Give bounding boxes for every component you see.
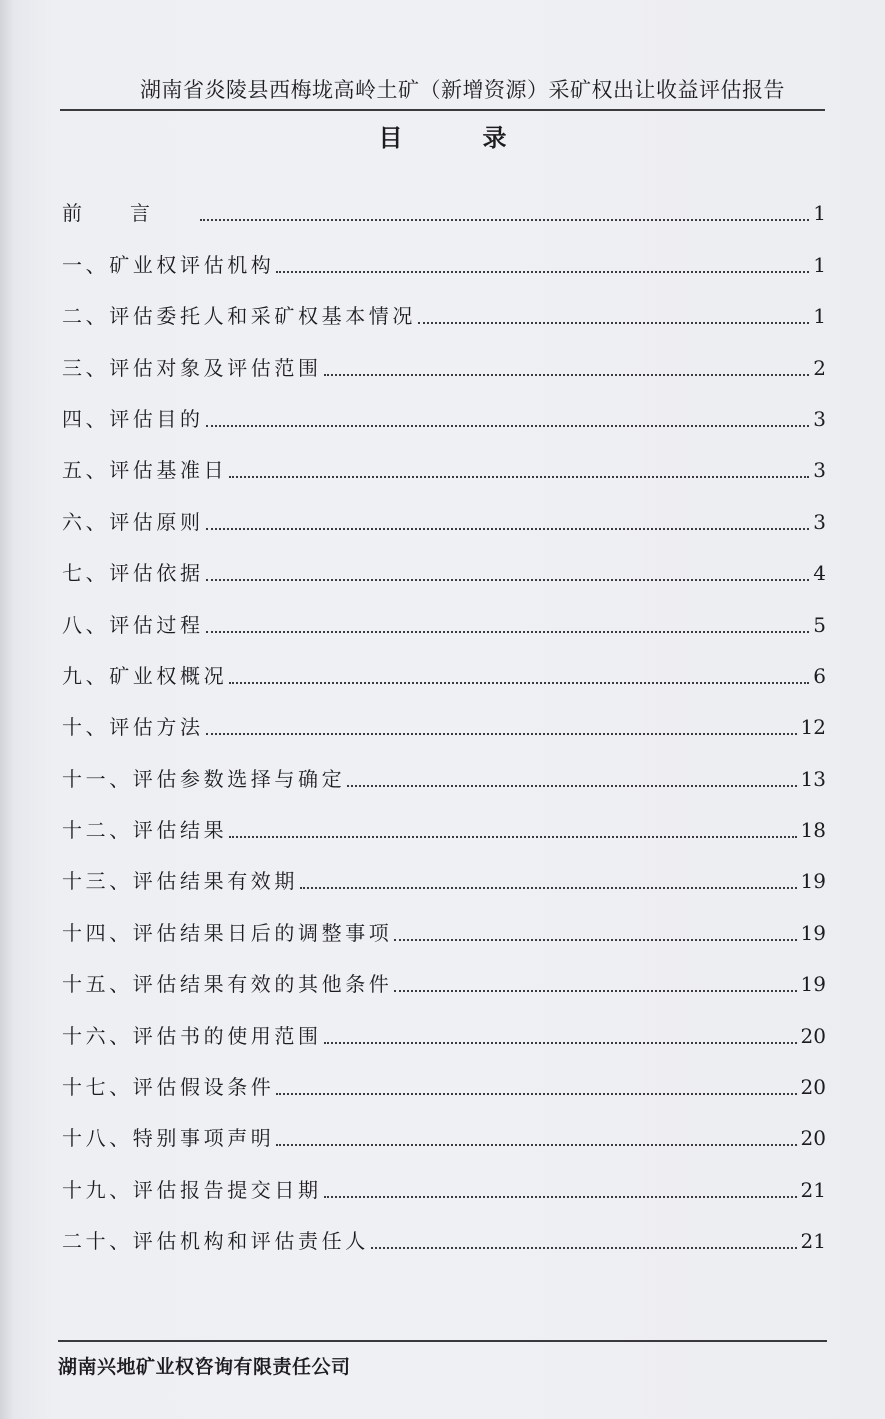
toc-dot-leader xyxy=(371,1246,797,1249)
toc-entry xyxy=(62,1102,826,1153)
toc-dot-leader xyxy=(206,424,810,427)
toc-entry xyxy=(62,228,826,279)
toc-entry xyxy=(62,177,826,228)
toc-entry-label: 五、评估基准日 xyxy=(62,458,228,483)
toc-dot-leader xyxy=(229,475,809,478)
toc-entry-page: 1 xyxy=(813,252,826,277)
toc-entry xyxy=(62,794,826,845)
toc-entry xyxy=(62,640,826,691)
toc-entry xyxy=(62,845,826,896)
toc-entry xyxy=(62,742,826,793)
toc-entry xyxy=(62,999,826,1050)
toc-entry-label: 十一、评估参数选择与确定 xyxy=(62,766,346,791)
toc-dot-leader xyxy=(206,630,810,633)
toc-entry xyxy=(62,1205,826,1256)
toc-entry-page: 18 xyxy=(800,818,826,843)
toc-entry-page: 1 xyxy=(813,304,826,329)
toc-entry-label: 十四、评估结果日后的调整事项 xyxy=(62,920,393,945)
header-rule xyxy=(60,109,825,111)
toc-dot-leader xyxy=(394,989,796,992)
toc-entry-label: 十二、评估结果 xyxy=(62,818,228,843)
toc-dot-leader xyxy=(324,1195,797,1198)
toc-entry-label: 六、评估原则 xyxy=(62,509,204,534)
toc-entry xyxy=(62,1051,826,1102)
toc-entry-page: 19 xyxy=(800,972,826,997)
toc-entry xyxy=(62,948,826,999)
toc-entry-label: 十、评估方法 xyxy=(62,715,204,740)
toc-entry-page: 20 xyxy=(800,1126,826,1151)
toc-entry-label: 十三、评估结果有效期 xyxy=(62,869,298,894)
toc-entry xyxy=(62,383,826,434)
toc-entry xyxy=(62,434,826,485)
toc-entry-page: 3 xyxy=(813,509,826,534)
toc-entry-label: 二十、评估机构和评估责任人 xyxy=(62,1229,369,1254)
toc-dot-leader xyxy=(347,784,796,787)
toc-entry-page: 12 xyxy=(800,715,826,740)
toc-entry-label: 十七、评估假设条件 xyxy=(62,1075,275,1100)
toc-entry-label: 十八、特别事项声明 xyxy=(62,1126,275,1151)
page-header xyxy=(60,72,825,112)
toc-entry-page: 2 xyxy=(813,355,826,380)
page-footer xyxy=(58,1340,827,1379)
toc-entry xyxy=(62,1153,826,1204)
toc-entry xyxy=(62,331,826,382)
footer-rule xyxy=(58,1340,827,1342)
toc-dot-leader xyxy=(229,835,796,838)
toc-entry-label: 四、评估目的 xyxy=(62,406,204,431)
toc-entry-page: 3 xyxy=(813,406,826,431)
toc-entry-label: 九、矿业权概况 xyxy=(62,663,228,688)
toc-entry-label: 十五、评估结果有效的其他条件 xyxy=(62,972,393,997)
toc-dot-leader xyxy=(276,270,809,273)
toc-entry-page: 20 xyxy=(800,1023,826,1048)
toc-entry-page: 6 xyxy=(813,663,826,688)
toc-dot-leader xyxy=(200,218,809,221)
toc-entry-label: 前言 xyxy=(62,201,198,226)
toc-entry xyxy=(62,537,826,588)
toc-dot-leader xyxy=(206,578,810,581)
toc-entry-label: 十九、评估报告提交日期 xyxy=(62,1177,322,1202)
toc-dot-leader xyxy=(276,1092,796,1095)
toc-entry-page: 21 xyxy=(800,1229,826,1254)
toc-dot-leader xyxy=(276,1143,796,1146)
toc-entry xyxy=(62,588,826,639)
toc-entry-page: 3 xyxy=(813,458,826,483)
toc-dot-leader xyxy=(394,938,796,941)
toc-entry-label: 一、矿业权评估机构 xyxy=(62,252,275,277)
toc-entry-label: 三、评估对象及评估范围 xyxy=(62,355,322,380)
toc-entry xyxy=(62,280,826,331)
company-name: 湖南兴地矿业权咨询有限责任公司 xyxy=(58,1356,351,1378)
toc-entry-page: 21 xyxy=(800,1177,826,1202)
toc-entry-label: 二、评估委托人和采矿权基本情况 xyxy=(62,304,416,329)
toc-entry-page: 1 xyxy=(813,201,826,226)
toc-entry xyxy=(62,485,826,536)
toc-dot-leader xyxy=(324,1041,797,1044)
page-edge-shadow xyxy=(0,0,14,1419)
toc-dot-leader xyxy=(418,321,809,324)
toc-entry xyxy=(62,896,826,947)
toc-dot-leader xyxy=(206,527,810,530)
toc-dot-leader xyxy=(300,886,797,889)
toc-entry-page: 4 xyxy=(813,561,826,586)
toc-entry-page: 13 xyxy=(800,766,826,791)
toc-entry-page: 19 xyxy=(800,869,826,894)
toc-dot-leader xyxy=(229,681,809,684)
toc-entry-label: 七、评估依据 xyxy=(62,561,204,586)
toc-dot-leader xyxy=(324,373,810,376)
toc-entry xyxy=(62,691,826,742)
toc-entry-page: 20 xyxy=(800,1075,826,1100)
toc-entry-label: 八、评估过程 xyxy=(62,612,204,637)
toc-entry-label: 十六、评估书的使用范围 xyxy=(62,1023,322,1048)
report-title: 湖南省炎陵县西梅垅高岭土矿（新增资源）采矿权出让收益评估报告 xyxy=(140,78,785,102)
table-of-contents xyxy=(62,177,826,1256)
toc-dot-leader xyxy=(206,732,797,735)
toc-entry-page: 5 xyxy=(813,612,826,637)
toc-heading: 目录 xyxy=(378,124,587,152)
toc-entry-page: 19 xyxy=(800,920,826,945)
